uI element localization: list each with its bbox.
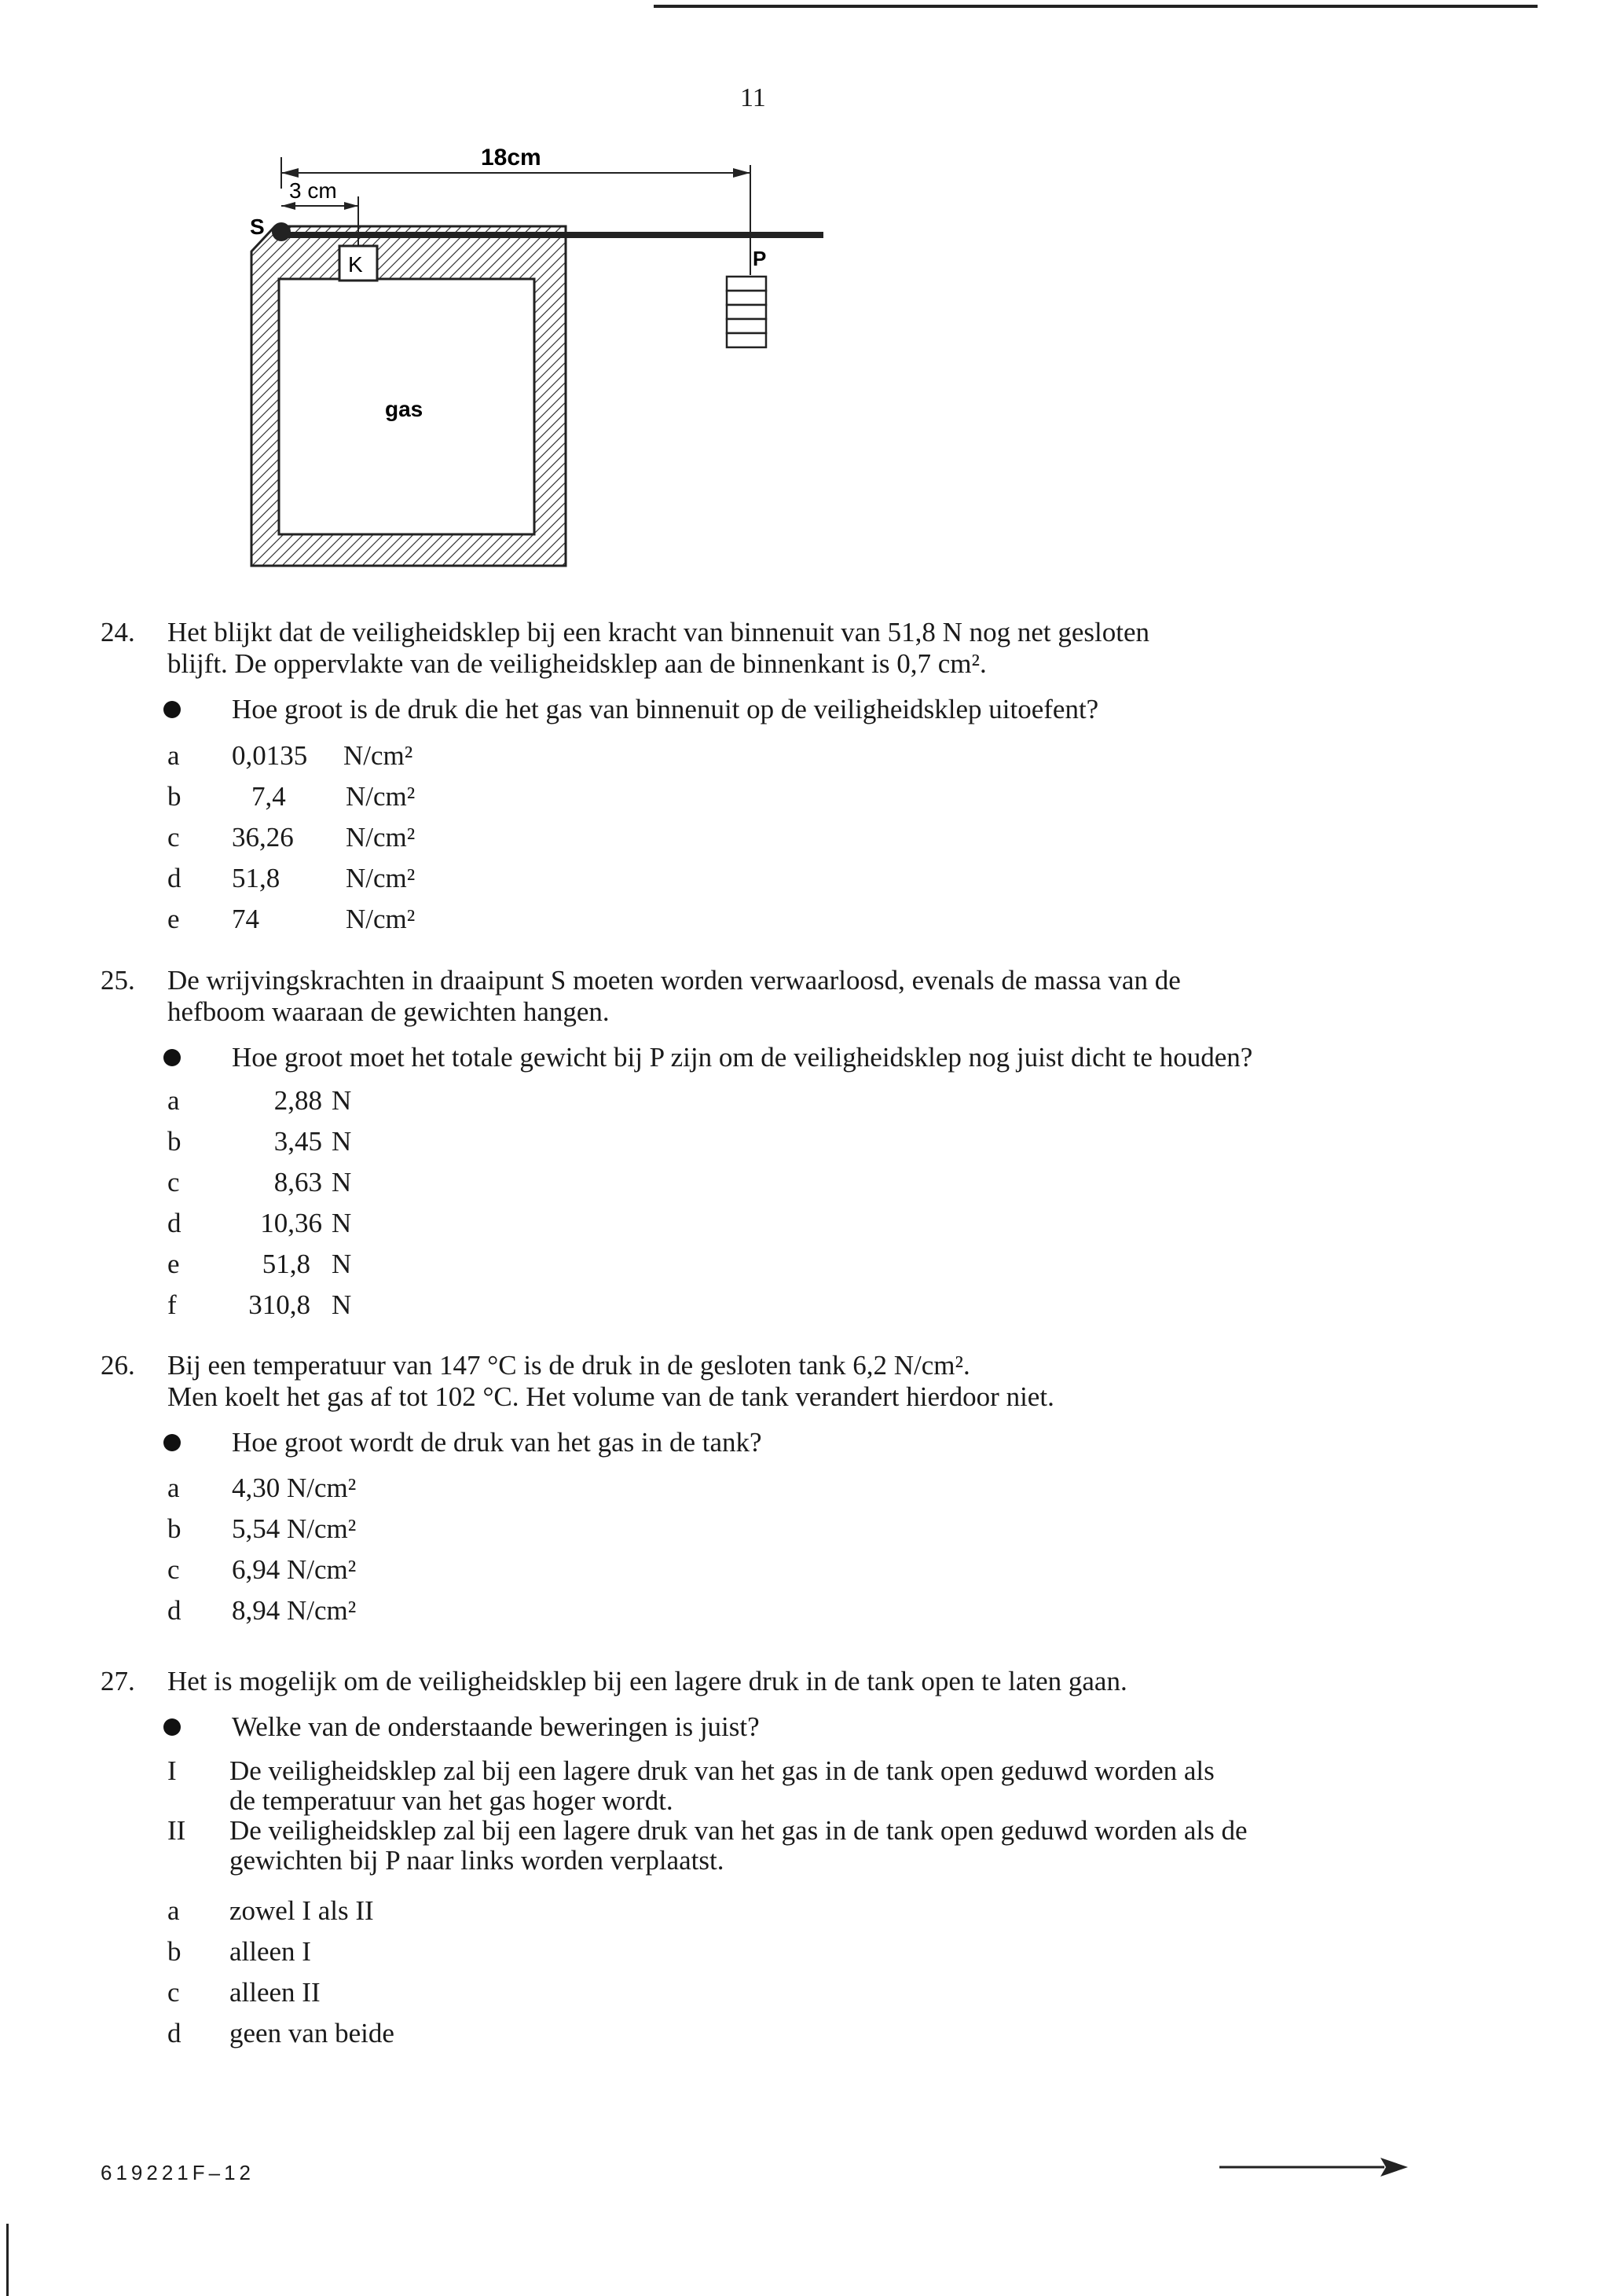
question-text-line: Het is mogelijk om de veiligheidsklep bij een lagere druk in de tank open te laten gaan. <box>167 1666 1127 1696</box>
bullet-icon <box>163 1718 181 1736</box>
option-label: b <box>167 1126 181 1157</box>
dimension-3cm-arrow-right <box>344 202 358 210</box>
tank-lever-diagram <box>236 141 849 581</box>
option-value: 310,8 <box>248 1289 310 1320</box>
option-unit: N <box>332 1085 352 1116</box>
option-unit: N/cm² <box>343 740 413 771</box>
question-text-line: De wrijvingskrachten in draaipunt S moeten worden verwaarloosd, evenals de massa van de <box>167 965 1181 996</box>
dimension-18cm-arrow-left <box>281 168 299 178</box>
option-label: c <box>167 1554 180 1585</box>
option-label: c <box>167 1977 180 2008</box>
question-text-line: Het blijkt dat de veiligheidsklep bij een kracht van binnenuit van 51,8 N nog net gesloten <box>167 617 1149 647</box>
option-label: a <box>167 1085 180 1116</box>
tank-walls <box>251 226 566 566</box>
option-label: a <box>167 1895 180 1926</box>
option-label: b <box>167 1936 181 1967</box>
lever-beam <box>281 232 823 238</box>
label-3cm: 3 cm <box>289 178 337 203</box>
option-value: 7,4 <box>251 781 286 812</box>
option-label: e <box>167 1249 180 1279</box>
question-text-line: Men koelt het gas af tot 102 °C. Het volume van de tank verandert hierdoor niet. <box>167 1381 1054 1412</box>
statement-text-line: de temperatuur van het gas hoger wordt. <box>229 1785 673 1816</box>
question-number: 24. <box>101 617 135 647</box>
top-rule <box>654 5 1538 8</box>
option-value: 51,8 <box>232 863 280 893</box>
option-unit: N <box>332 1249 352 1279</box>
statement-text-line: De veiligheidsklep zal bij een lagere druk van het gas in de tank open geduwd worden als de <box>229 1815 1248 1846</box>
question-number: 25. <box>101 965 135 996</box>
statement-text-line: gewichten bij P naar links worden verplaatst. <box>229 1845 724 1876</box>
prompt-text: Hoe groot moet het totale gewicht bij P zijn om de veiligheidsklep nog juist dicht te houden? <box>232 1042 1253 1073</box>
footer-code: 619221F–12 <box>101 2161 255 2184</box>
option-text: geen van beide <box>229 2018 394 2048</box>
option-value: 51,8 <box>262 1249 310 1279</box>
option-value: 36,26 <box>232 822 294 853</box>
option-label: b <box>167 1513 181 1544</box>
bullet-icon <box>163 701 181 718</box>
option-unit: N/cm² <box>346 904 416 934</box>
option-value: 10,36 <box>260 1208 322 1238</box>
option-value: 3,45 <box>273 1126 322 1157</box>
label-k: K <box>348 252 363 277</box>
option-value: 0,0135 <box>232 740 308 771</box>
arrow-right-icon <box>1219 2151 1408 2183</box>
label-gas: gas <box>385 397 423 421</box>
statement-label: I <box>167 1755 177 1786</box>
label-s: S <box>250 215 265 239</box>
option-label: c <box>167 822 180 853</box>
option-unit: N/cm² <box>346 822 416 853</box>
prompt-text: Welke van de onderstaande beweringen is juist? <box>232 1711 760 1742</box>
prompt-text: Hoe groot is de druk die het gas van binnenuit op de veiligheidsklep uitoefent? <box>232 694 1099 724</box>
option-label: a <box>167 740 180 771</box>
option-text: 6,94 N/cm² <box>232 1554 357 1585</box>
option-label: c <box>167 1167 180 1198</box>
option-unit: N/cm² <box>346 781 416 812</box>
statement-label: II <box>167 1815 186 1846</box>
option-label: d <box>167 1595 181 1626</box>
bullet-icon <box>163 1049 181 1066</box>
option-value: 2,88 <box>273 1085 322 1116</box>
option-text: 8,94 N/cm² <box>232 1595 357 1626</box>
option-value: 74 <box>232 904 259 934</box>
option-value: 8,63 <box>273 1167 322 1198</box>
question-text-line: blijft. De oppervlakte van de veiligheidsklep aan de binnenkant is 0,7 cm². <box>167 648 987 679</box>
option-text: alleen I <box>229 1936 311 1967</box>
label-p: P <box>753 247 767 270</box>
option-text: alleen II <box>229 1977 321 2008</box>
dimension-3cm-arrow-left <box>281 202 295 210</box>
dimension-18cm-arrow-right <box>733 168 750 178</box>
option-label: f <box>167 1289 177 1320</box>
option-unit: N <box>332 1167 352 1198</box>
option-unit: N <box>332 1208 352 1238</box>
option-label: b <box>167 781 181 812</box>
option-label: e <box>167 904 180 934</box>
question-number: 27. <box>101 1666 135 1696</box>
label-18cm: 18cm <box>481 145 541 171</box>
option-unit: N/cm² <box>346 863 416 893</box>
option-label: a <box>167 1473 180 1503</box>
page-number: 11 <box>740 83 766 112</box>
option-label: d <box>167 1208 181 1238</box>
option-label: d <box>167 863 181 893</box>
weight-stack <box>727 277 766 347</box>
statement-text-line: De veiligheidsklep zal bij een lagere druk van het gas in de tank open geduwd worden als <box>229 1755 1215 1786</box>
option-text: 5,54 N/cm² <box>232 1513 357 1544</box>
option-unit: N <box>332 1289 352 1320</box>
question-text-line: hefboom waaraan de gewichten hangen. <box>167 996 610 1027</box>
option-text: 4,30 N/cm² <box>232 1473 357 1503</box>
margin-line <box>6 2224 9 2296</box>
bullet-icon <box>163 1434 181 1451</box>
option-text: zowel I als II <box>229 1895 374 1926</box>
option-unit: N <box>332 1126 352 1157</box>
prompt-text: Hoe groot wordt de druk van het gas in de tank? <box>232 1427 762 1458</box>
question-text-line: Bij een temperatuur van 147 °C is de druk in de gesloten tank 6,2 N/cm². <box>167 1350 970 1381</box>
question-number: 26. <box>101 1350 135 1381</box>
option-label: d <box>167 2018 181 2048</box>
